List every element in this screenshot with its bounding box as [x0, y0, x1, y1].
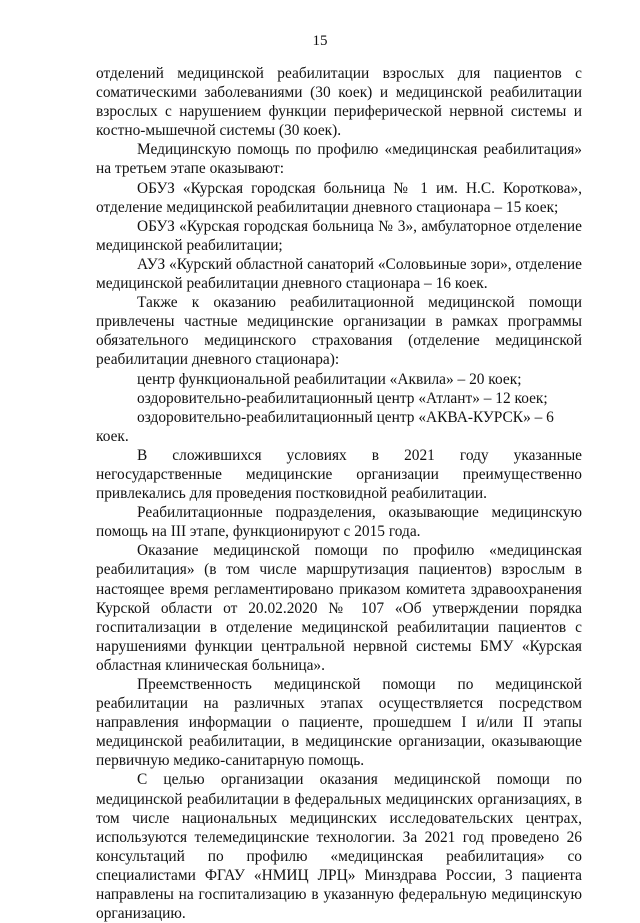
- document-body: [96, 64, 582, 923]
- list-item-akva-kursk: оздоровительно-реабилитационный центр «АКВА-КУРСК» – 6 коек.: [96, 408, 554, 445]
- paragraph-hospital-1: ОБУЗ «Курская городская больница № 1 им. Н.С. Короткова», отделение медицинской реабилитации дневного стационара – 15 коек;: [96, 179, 582, 216]
- paragraph-sanatorium: АУЗ «Курский областной санаторий «Соловьиные зори», отделение медицинской реабилитации дневного стационара – 16 коек.: [96, 255, 582, 293]
- paragraph-since-2015: Реабилитационные подразделения, оказывающие медицинскую помощь на III этапе, функционируют с 2015 года.: [96, 504, 582, 541]
- paragraph-postcovid: В сложившихся условиях в 2021 году указанные негосударственные медицинские организации преимущественно привлекались для проведения постковидной реабилитации.: [96, 446, 582, 503]
- list-item-akvila: центр функциональной реабилитации «Аквила» – 20 коек;: [137, 370, 522, 388]
- paragraph-private-orgs: Также к оказанию реабилитационной медицинской помощи привлечены частные медицинские организации в рамках программы обязательного медицинского страхования (отделение медицинской реабилитации дневного стационара):: [96, 294, 582, 369]
- paragraph-continuation: отделений медицинской реабилитации взрослых для пациентов с соматическими заболеваниями (30 коек) и медицинской реабилитации взрослых с нарушением функции периферической нервной системы и костно-мышечной системы (30 коек).: [96, 65, 582, 140]
- paragraph-hospital-3: ОБУЗ «Курская городская больница № 3», амбулаторное отделение медицинской реабилитации;: [96, 217, 582, 254]
- paragraph-telemedicine: С целью организации оказания медицинской помощи по медицинской реабилитации в федеральных медицинских организациях, в том числе национальных медицинских исследовательских центрах, используются телемедицинские технологии. За 2021 год проведено 26 консультаций по профилю «медицинская реабилитация» со специалистами ФГАУ «НМИЦ ЛРЦ» Минздрава России, 3 пациента направлены на госпитализацию в указанную федеральную медицинскую организацию.: [96, 771, 582, 923]
- paragraph-third-stage-intro: Медицинскую помощь по профилю «медицинская реабилитация» на третьем этапе оказывают:: [96, 141, 582, 178]
- page-number: 15: [312, 33, 328, 49]
- paragraph-order-107: Оказание медицинской помощи по профилю «медицинская реабилитация» (в том числе маршрутизация пациентов) взрослым в настоящее время регламентировано приказом комитета здравоохранения Курской области от 20.02.2020 № 107 «Об утверждении порядка госпитализации в отделение медицинской реабилитации пациентов с нарушениями функции центральной нервной системы БМУ «Курская областная клиническая больница».: [96, 542, 582, 674]
- paragraph-continuity: Преемственность медицинской помощи по медицинской реабилитации на различных этапах осуществляется посредством направления информации о пациенте, прошедшем I и/или II этапы медицинской реабилитации, в медицинские организации, оказывающие первичную медико-санитарную помощь.: [96, 676, 582, 770]
- list-item-atlant: оздоровительно-реабилитационный центр «Атлант» – 12 коек;: [137, 389, 548, 407]
